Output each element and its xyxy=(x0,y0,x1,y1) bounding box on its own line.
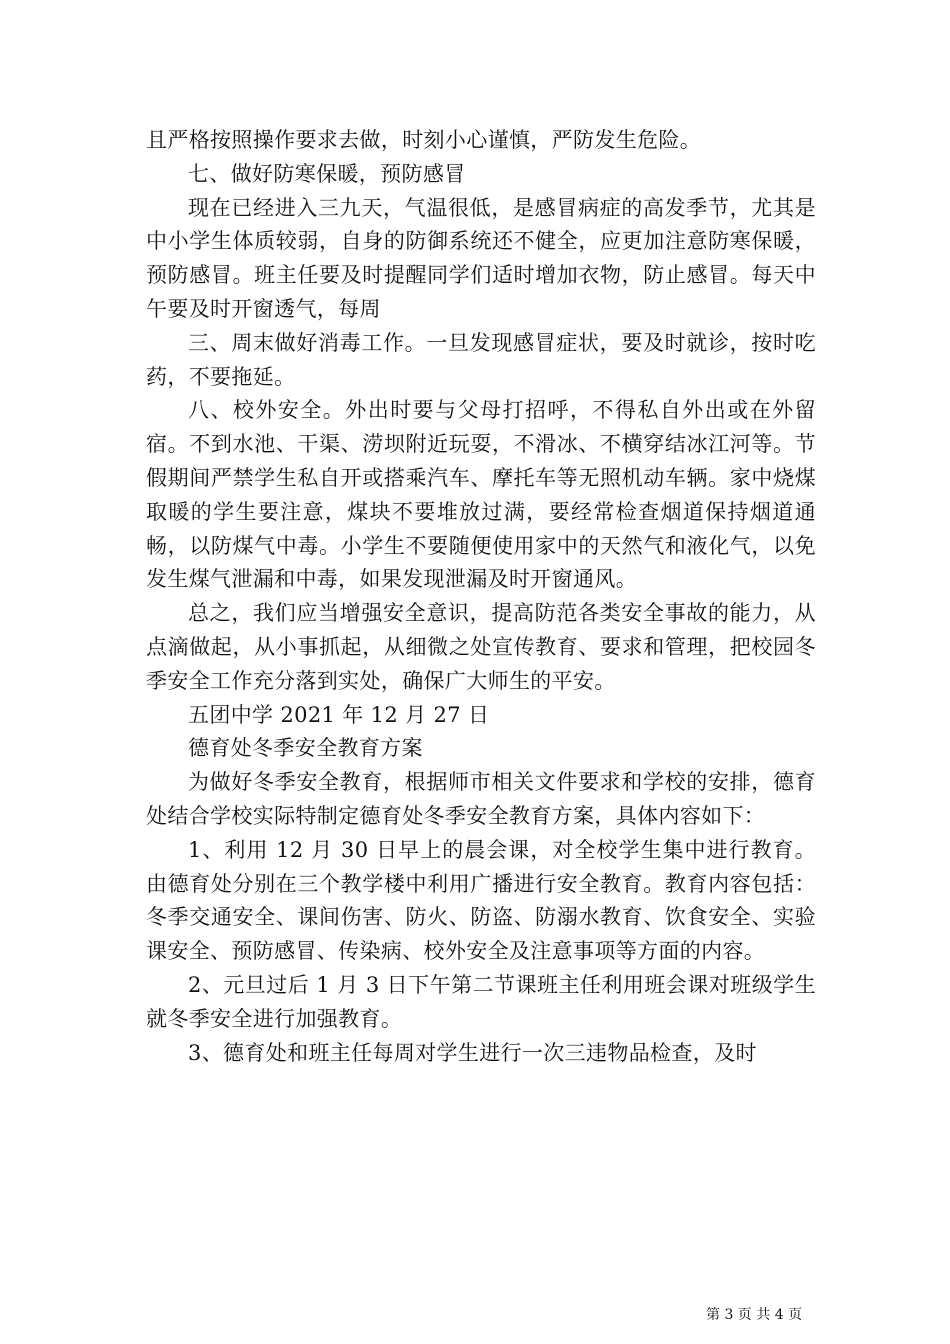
paragraph: 且严格按照操作要求去做，时刻小心谨慎，严防发生危险。 xyxy=(146,128,702,152)
document-title: 德育处冬季安全教育方案 xyxy=(188,736,423,761)
list-item: 3、德育处和班主任每周对学生进行一次三违物品检查，及时 xyxy=(188,1040,757,1065)
document-body xyxy=(146,124,816,1070)
list-item: 1、利用 12 月 30 日早上的晨会课，对全校学生集中进行教育。由德育处分别在三个教学楼中利用广播进行安全教育。教育内容包括：冬季交通安全、课间伤害、防火、防盗、防溺水教育、饮食安全、实验课安全、预防感冒、传染病、校外安全及注意事项等方面的内容。 xyxy=(146,837,816,964)
list-item: 2、元旦过后 1 月 3 日下午第二节课班主任利用班会课对班级学生就冬季安全进行加强教育。 xyxy=(146,972,816,1031)
paragraph: 为做好冬季安全教育，根据师市相关文件要求和学校的安排，德育处结合学校实际特制定德育处冬季安全教育方案，具体内容如下： xyxy=(146,770,816,828)
section-heading: 七、做好防寒保暖，预防感冒 xyxy=(188,161,466,186)
paragraph: 现在已经进入三九天，气温很低，是感冒病症的高发季节，尤其是中小学生体质较弱，自身的防御系统还不健全，应更加注意防寒保暖，预防感冒。班主任要及时提醒同学们适时增加衣物，防止感冒。每天中午要及时开窗透气，每周 xyxy=(146,195,816,321)
paragraph: 三、周末做好消毒工作。一旦发现感冒症状，要及时就诊，按时吃药，不要拖延。 xyxy=(146,330,816,389)
paragraph: 八、校外安全。外出时要与父母打招呼，不得私自外出或在外留宿。不到水池、干渠、涝坝附近玩耍，不滑冰、不横穿结冰江河等。节假期间严禁学生私自开或搭乘汽车、摩托车等无照机动车辆。家中烧煤取暖的学生要注意，煤块不要堆放过满，要经常检查烟道保持烟道通畅，以防煤气中毒。小学生不要随便使用家中的天然气和液化气，以免发生煤气泄漏和中毒，如果发现泄漏及时开窗通风。 xyxy=(146,398,816,592)
signature-date: 五团中学 2021 年 12 月 27 日 xyxy=(188,702,490,727)
paragraph: 总之，我们应当增强安全意识，提高防范各类安全事故的能力，从点滴做起，从小事抓起，从细微之处宣传教育、要求和管理，把校园冬季安全工作充分落到实处，确保广大师生的平安。 xyxy=(146,601,816,693)
page-number: 第 3 页 共 4 页 xyxy=(706,1307,803,1323)
